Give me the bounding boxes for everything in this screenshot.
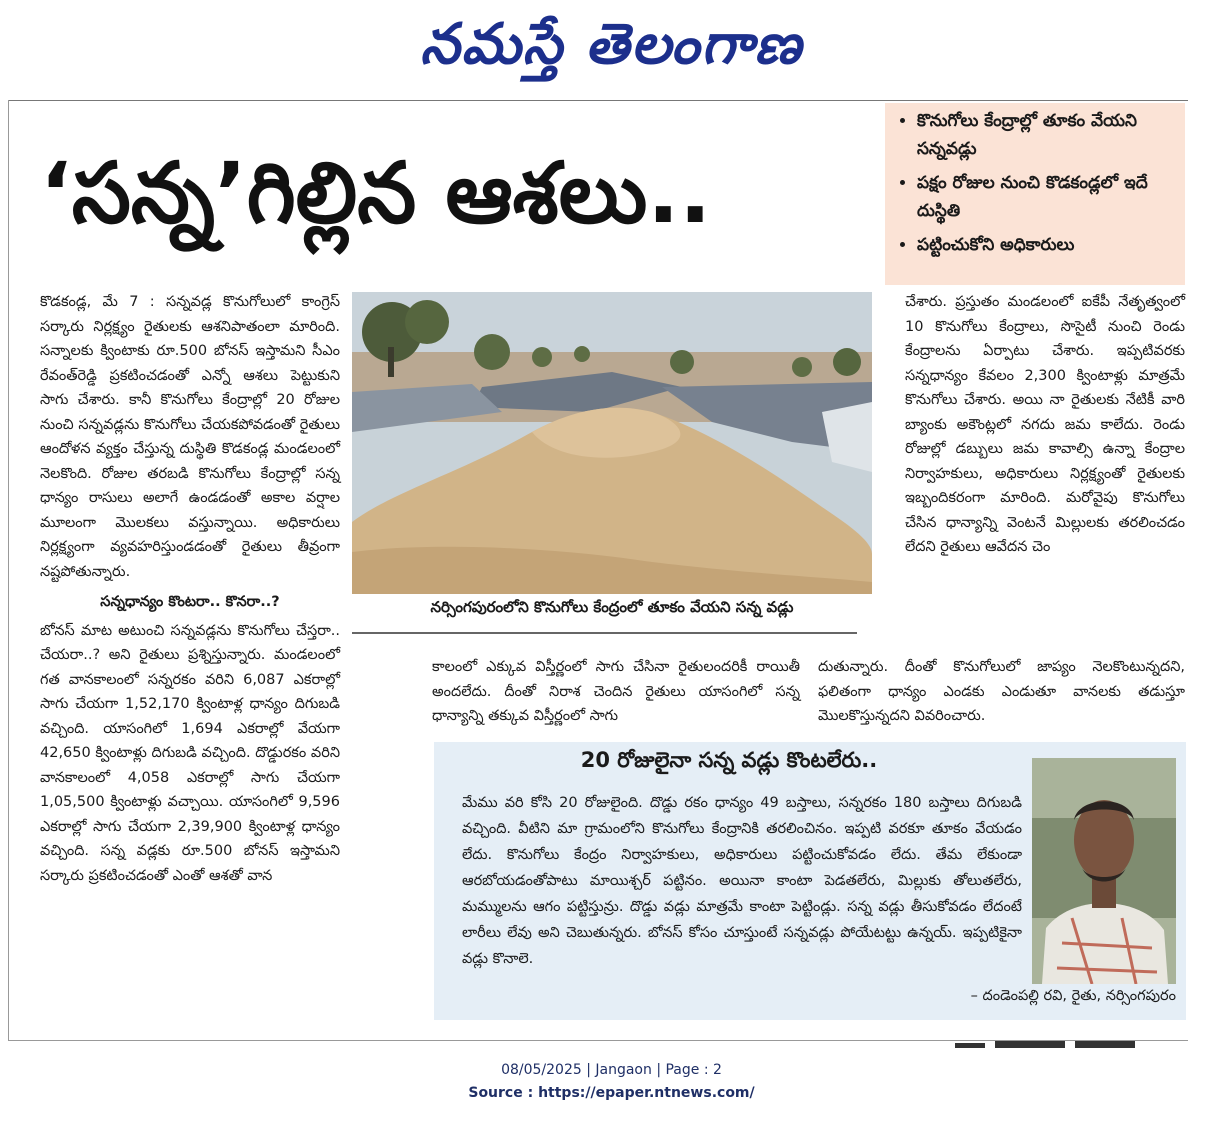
cut-off-next-article	[955, 1034, 1155, 1042]
farmer-portrait	[1032, 758, 1176, 984]
farmer-quote-box	[434, 742, 1186, 1020]
article-paragraph: కొడకండ్ల, మే 7 : సన్నవడ్ల కొనుగోలులో కాంగ్రెస్ సర్కారు నిర్లక్ష్యం రైతులకు ఆశనిపాతంలా మారింది. సన్నాలకు క్వింటాకు రూ.500 బోనస్ ఇస్తామని సీఎం రేవంత్‌రెడ్డి ప్రకటించడంతో ఎన్నో ఆశలు పెట్టుకుని సాగు చేశారు. కానీ కొనుగోలు కేంద్రాల్లో 20 రోజుల నుంచి సన్నవడ్లను కొనుగోలు చేయకపోవడంతో రైతులు ఆందోళన వ్యక్తం చేస్తున్న దుస్థితి కొడకండ్ల మండలంలో నెలకొంది. రోజుల తరబడి కొనుగోలు కేంద్రాల్లో సన్న ధాన్యం రాసులు అలాగే ఉండడంతో అకాల వర్షాల మూలంగా మొలకలు వస్తున్నాయి. అధికారులు నిర్లక్ష్యంగా వ్యవహరిస్తుండడంతో రైతులు తీవ్రంగా నష్టపోతున్నారు.	[40, 294, 340, 580]
article-subhead: సన్నధాన్యం కొంటరా.. కొనరా..?	[100, 594, 280, 610]
highlight-item: • పట్టించుకోని అధికారులు	[917, 231, 1175, 259]
frame-top-rule	[8, 100, 1188, 101]
article-column-2-lower	[432, 655, 800, 729]
highlights-box	[885, 103, 1185, 285]
quote-box-text: మేము వరి కోసి 20 రోజులైంది. దొడ్డు రకం ధాన్యం 49 బస్తాలు, సన్నరకం 180 బస్తాలు దిగుబడి వచ్చింది. వీటిని మా గ్రామంలోని కొనుగోలు కేంద్రానికి తరలించినం. ఇప్పటి వరకూ తూకం వేయడం లేదు. కొనుగోలు కేంద్రం నిర్వాహకులు, అధికారులు పట్టించుకోవడం లేదు. తేమ లేకుండా ఆరబోయడంతోపాటు మాయిశ్చర్ పట్టినం. అయినా కాంటా పెడతలేరు, మిల్లుకు తోలుతలేరు, మమ్ములను ఆగం పట్టిస్తున్రు. దొడ్డు వడ్లు మాత్రమే కాంటా పెట్టిండ్లు. సన్న వడ్లు తీసుకోవడం లేదంటే లారీలు లేవు అని చెబుతున్నరు. బోనస్ కోసం చూస్తుంటే సన్నవడ్లు పోయేటట్టు ఉన్నయ్. ఇప్పటికైనా వడ్లు కొనాలె.	[462, 795, 1022, 967]
photo-caption: నర్సింగపురంలోని కొనుగోలు కేంద్రంలో తూకం వేయని సన్న వడ్లు	[430, 598, 794, 616]
footer-source-link[interactable]: Source : https://epaper.ntnews.com/	[468, 1085, 755, 1101]
article-headline: ‘సన్న’గిల్లిన ఆశలు..	[40, 144, 712, 242]
footer-date-edition: 08/05/2025 | Jangaon | Page : 2	[501, 1062, 722, 1078]
highlight-item: • పక్షం రోజుల నుంచి కొడకండ్లలో ఇదే దుస్థితి	[917, 169, 1175, 225]
article-paragraph: బోనస్ మాట అటుంచి సన్నవడ్లను కొనుగోలు చేస్తరా.. చేయరా..? అని రైతులు ప్రశ్నిస్తున్నారు. మండలంలో గత వానకాలంలో సన్నరకం వరిని 6,087 ఎకరాల్లో సాగు చేయగా 1,52,170 క్వింటాళ్ల ధాన్యం దిగుబడి వచ్చింది. యాసంగిలో 1,694 ఎకరాల్లో వేయగా 42,650 క్వింటాళ్లు దిగుబడి వచ్చింది. దొడ్డురకం వరిని వానకాలంలో 4,058 ఎకరాల్లో సాగు చేయగా 1,05,500 క్వింటాళ్లు వచ్చాయి. యాసంగిలో 9,596 ఎకరాల్లో సాగు చేయగా 2,39,900 క్వింటాళ్ల ధాన్యం వచ్చింది. సన్న వడ్లకు రూ.500 బోనస్ ఇస్తామని సర్కారు ప్రకటించడంతో ఎంతో ఆశతో వాన	[40, 622, 340, 884]
article-paragraph: కాలంలో ఎక్కువ విస్తీర్ణంలో సాగు చేసినా రైతులందరికీ రాయితీ అందలేదు. దీంతో నిరాశ చెందిన రైతులు యాసంగిలో సన్న ధాన్యాన్ని తక్కువ విస్తీర్ణంలో సాగు	[432, 659, 800, 724]
paddy-heap-photo	[352, 292, 872, 594]
frame-left-rule	[8, 100, 9, 1040]
masthead-logo: నమస్తే తెలంగాణ	[420, 11, 803, 77]
article-paragraph: దుతున్నారు. దీంతో కొనుగోలులో జాప్యం నెలకొంటున్నదని, ఫలితంగా ధాన్యం ఎండకు ఎండుతూ వానలకు తడుస్తూ మొలకొస్తున్నదని వివరించారు.	[818, 659, 1185, 724]
quote-box-title: 20 రోజులైనా సన్న వడ్లు కొంటలేరు..	[580, 748, 878, 772]
article-column-3	[905, 290, 1185, 560]
highlight-item: • కొనుగోలు కేంద్రాల్లో తూకం వేయని సన్నవడ్లు	[917, 107, 1175, 163]
article-column-3-lower	[818, 655, 1185, 729]
article-column-1	[40, 290, 340, 888]
caption-rule	[352, 632, 857, 634]
article-paragraph: చేశారు. ప్రస్తుతం మండలంలో ఐకేపీ నేతృత్వంలో 10 కొనుగోలు కేంద్రాలు, సొసైటీ నుంచి రెండు కేంద్రాలను ఏర్పాటు చేశారు. ఇప్పటివరకు సన్నధాన్యం కేవలం 2,300 క్వింటాళ్లు మాత్రమే కొనుగోలు చేశారు. అయి నా రైతులకు నేటికీ వారి బ్యాంకు అకౌంట్లలో నగదు జమ కాలేదు. రెండు రోజుల్లో డబ్బులు జమ కావాల్సి ఉన్నా కేంద్రాల నిర్వాహకులు, అధికారులు నిర్లక్ష్యంతో రైతులకు ఇబ్బందికరంగా మారింది. మరోవైపు కొనుగోలు చేసిన ధాన్యాన్ని వెంటనే మిల్లులకు తరలించడం లేదని రైతులు ఆవేదన చెం	[905, 294, 1185, 555]
quote-signature: – దండెంపల్లి రవి, రైతు, నర్సింగపురం	[970, 988, 1176, 1004]
